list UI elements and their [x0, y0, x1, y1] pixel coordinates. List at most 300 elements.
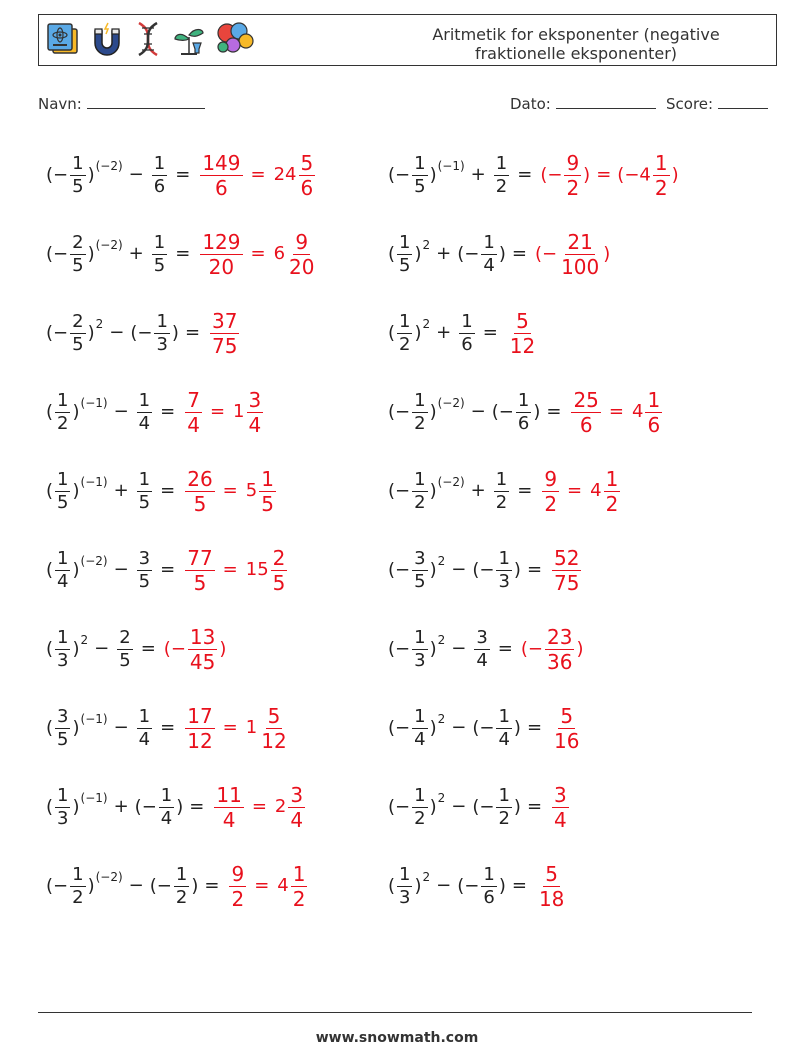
denominator: 75 — [212, 333, 238, 358]
symbol: ( — [46, 559, 54, 580]
numerator: 3 — [57, 705, 69, 727]
denominator: 6 — [300, 175, 314, 200]
symbol: ) — [72, 559, 80, 580]
symbol: − — [395, 638, 411, 659]
exponent: 2 — [422, 238, 431, 252]
symbol: ( — [46, 875, 54, 896]
operator: = — [160, 717, 176, 738]
numerator: 3 — [138, 547, 151, 569]
problem-item — [388, 461, 622, 521]
denominator: 4 — [414, 728, 426, 750]
fraction — [494, 468, 509, 513]
symbol: ) — [87, 164, 95, 185]
fraction — [185, 387, 202, 437]
denominator: 2 — [654, 175, 668, 200]
denominator: 16 — [554, 728, 580, 753]
denominator: 20 — [289, 254, 315, 279]
problem-question — [388, 705, 548, 750]
numerator: 1 — [414, 626, 426, 648]
problem-item — [388, 619, 584, 679]
fraction — [474, 626, 489, 671]
symbol: − — [395, 164, 411, 185]
fraction — [508, 308, 537, 358]
fraction — [152, 231, 167, 276]
operator: = — [184, 322, 201, 343]
problem-item — [388, 540, 583, 600]
operator: + — [113, 480, 129, 501]
denominator: 2 — [72, 886, 84, 908]
symbol: ( — [163, 638, 171, 659]
operator: = — [250, 164, 266, 185]
fraction — [397, 231, 412, 276]
exponent: 2 — [80, 633, 89, 647]
fraction — [259, 466, 276, 516]
symbol: (− — [472, 717, 495, 738]
symbol: − — [395, 559, 411, 580]
fraction — [259, 703, 288, 753]
numerator: 1 — [156, 310, 168, 332]
fraction — [70, 152, 85, 197]
problem-question — [46, 231, 196, 276]
denominator: 12 — [187, 728, 213, 753]
numerator: 1 — [399, 863, 411, 885]
denominator: 2 — [57, 412, 69, 434]
operator: = — [140, 638, 156, 659]
numerator: 1 — [498, 705, 510, 727]
operator: − — [113, 717, 129, 738]
numerator: 3 — [290, 782, 304, 807]
denominator: 2 — [175, 886, 188, 908]
numerator: 1 — [498, 547, 510, 569]
numerator: 129 — [202, 229, 241, 254]
operator: = — [251, 796, 267, 817]
denominator: 3 — [399, 886, 411, 908]
problem-question — [46, 547, 181, 592]
problem-item — [388, 382, 664, 442]
problem-item — [388, 856, 568, 916]
symbol: ) — [429, 717, 437, 738]
problem-answer — [183, 703, 290, 753]
exponent: 2 — [437, 712, 446, 726]
numerator: 3 — [248, 387, 262, 412]
symbol: ( — [534, 243, 542, 264]
fraction — [496, 705, 511, 750]
denominator: 4 — [160, 807, 173, 829]
exponent: (−2) — [80, 554, 108, 568]
symbol: (− — [134, 796, 157, 817]
problem-item — [46, 303, 241, 363]
numerator: 5 — [267, 703, 281, 728]
symbol: ) — [513, 796, 521, 817]
exponent: (−1) — [437, 159, 465, 173]
operator: = — [160, 480, 176, 501]
fraction — [55, 389, 70, 434]
problem-item — [388, 698, 583, 758]
symbol: − — [547, 164, 563, 185]
exponent: 2 — [95, 317, 104, 331]
symbol: ) — [191, 875, 199, 896]
numerator: 1 — [57, 626, 69, 648]
operator: = — [160, 559, 176, 580]
problem-question — [46, 626, 162, 671]
operator: = — [250, 243, 266, 264]
problem-item — [388, 303, 539, 363]
symbol: − — [53, 164, 69, 185]
operator: = — [175, 243, 191, 264]
operator: = — [511, 243, 527, 264]
denominator: 45 — [189, 649, 216, 674]
numerator: 25 — [573, 387, 599, 412]
exponent: 2 — [422, 317, 431, 331]
problem-answer — [198, 150, 317, 200]
problem-question — [388, 468, 538, 513]
problem-answer — [208, 308, 241, 358]
numerator: 1 — [72, 152, 84, 174]
symbol: ( — [388, 322, 396, 343]
problem-answer — [198, 229, 318, 279]
fraction — [137, 705, 152, 750]
fraction — [412, 152, 427, 197]
whole-number: 24 — [273, 164, 297, 185]
problem-answer — [550, 782, 571, 832]
problem-question — [46, 784, 210, 829]
fraction — [185, 703, 214, 753]
problem-question — [388, 547, 548, 592]
numerator: 1 — [414, 152, 426, 174]
symbol: ) — [72, 638, 80, 659]
numerator: 77 — [187, 545, 213, 570]
problem-answer — [212, 782, 307, 832]
operator: + — [113, 796, 129, 817]
operator: − — [113, 401, 129, 422]
symbol: − — [170, 638, 186, 659]
symbol: ) — [513, 717, 521, 738]
symbol: ( — [46, 717, 54, 738]
symbol: ) — [87, 243, 95, 264]
fraction — [70, 863, 85, 908]
denominator: 4 — [290, 807, 304, 832]
problem-question — [388, 310, 504, 355]
fraction — [137, 547, 152, 592]
problem-item — [46, 540, 289, 600]
problem-answer — [534, 229, 611, 279]
problem-answer — [183, 545, 289, 595]
operator: = — [526, 796, 543, 817]
numerator: 1 — [461, 310, 473, 332]
name-field[interactable] — [38, 94, 205, 113]
denominator: 2 — [495, 491, 508, 513]
symbol: ) — [429, 559, 437, 580]
symbol: ) — [414, 322, 422, 343]
problem-item — [46, 619, 226, 679]
fraction — [271, 545, 288, 595]
denominator: 2 — [414, 807, 426, 829]
fraction — [397, 310, 412, 355]
symbol: − — [53, 243, 69, 264]
exponent: (−2) — [95, 159, 123, 173]
denominator: 3 — [156, 333, 168, 355]
operator: + — [128, 243, 144, 264]
denominator: 2 — [292, 886, 306, 911]
whole-number: 4 — [632, 401, 644, 422]
numerator: 1 — [261, 466, 274, 491]
problem-question — [46, 468, 181, 513]
symbol: ( — [46, 796, 54, 817]
fraction — [412, 547, 427, 592]
symbol: ) — [429, 480, 437, 501]
denominator: 5 — [414, 175, 426, 197]
numerator: 1 — [414, 705, 426, 727]
numerator: 1 — [153, 231, 166, 253]
whole-number: 4 — [590, 480, 602, 501]
numerator: 2 — [119, 626, 131, 648]
fraction — [459, 310, 474, 355]
problem-question — [388, 389, 567, 434]
symbol: ( — [388, 796, 396, 817]
name-line — [87, 94, 205, 109]
operator: − — [109, 322, 125, 343]
fraction — [542, 466, 559, 516]
problem-question — [46, 705, 181, 750]
fraction — [55, 468, 70, 513]
denominator: 12 — [261, 728, 287, 753]
operator: − — [436, 875, 452, 896]
symbol: − — [541, 243, 558, 264]
date-field[interactable] — [510, 94, 656, 113]
problem-item — [46, 224, 319, 284]
numerator: 5 — [300, 150, 314, 175]
fraction — [397, 863, 412, 908]
symbol: ) — [429, 638, 437, 659]
problem-question — [46, 863, 225, 908]
numerator: 9 — [295, 229, 309, 254]
exponent: (−2) — [437, 475, 465, 489]
fraction — [137, 468, 152, 513]
symbol: ) — [498, 875, 506, 896]
denominator: 5 — [57, 728, 69, 750]
symbol: ) — [87, 875, 95, 896]
symbol: ( — [46, 322, 54, 343]
symbol: ) — [72, 796, 80, 817]
symbol: ( — [46, 164, 54, 185]
numerator: 1 — [292, 861, 306, 886]
problem-answer — [540, 150, 679, 200]
fraction — [412, 626, 427, 671]
fraction — [287, 229, 316, 279]
balloons-icon — [215, 21, 255, 57]
denominator: 5 — [138, 491, 151, 513]
numerator: 1 — [57, 547, 69, 569]
fraction — [545, 624, 574, 674]
denominator: 4 — [187, 412, 200, 437]
denominator: 2 — [566, 175, 580, 200]
denominator: 3 — [57, 649, 69, 671]
whole-number: 1 — [245, 717, 258, 738]
fraction — [117, 626, 132, 671]
numerator: 1 — [153, 152, 166, 174]
symbol: (−4 — [617, 164, 651, 185]
symbol: ) — [533, 401, 541, 422]
symbol: ( — [388, 401, 396, 422]
operator: = — [526, 717, 543, 738]
operator: + — [436, 243, 452, 264]
symbol: (− — [130, 322, 153, 343]
fraction — [412, 705, 427, 750]
numerator: 5 — [560, 703, 574, 728]
denominator: 100 — [561, 254, 600, 279]
exponent: (−2) — [437, 396, 465, 410]
symbol: ) — [671, 164, 679, 185]
numerator: 1 — [495, 152, 508, 174]
symbol: ) — [219, 638, 227, 659]
denominator: 4 — [57, 570, 69, 592]
numerator: 3 — [476, 626, 488, 648]
fraction — [55, 547, 70, 592]
problem-item — [388, 145, 679, 205]
fraction — [571, 387, 600, 437]
symbol: − — [395, 480, 411, 501]
whole-number: 2 — [274, 796, 287, 817]
exponent: 2 — [422, 870, 431, 884]
fraction — [537, 861, 566, 911]
symbol: ) — [176, 796, 184, 817]
numerator: 1 — [72, 863, 84, 885]
operator: = — [546, 401, 562, 422]
operator: = — [189, 796, 205, 817]
operator: − — [94, 638, 110, 659]
operator: = — [526, 559, 543, 580]
denominator: 6 — [215, 175, 228, 200]
numerator: 1 — [414, 784, 426, 806]
symbol: ( — [388, 638, 396, 659]
numerator: 1 — [414, 389, 426, 411]
numerator: 2 — [72, 231, 84, 253]
footer-url[interactable]: www.snowmath.com — [315, 1030, 479, 1046]
operator: = — [497, 638, 513, 659]
symbol: − — [53, 875, 69, 896]
denominator: 4 — [222, 807, 236, 832]
operator: = — [222, 717, 238, 738]
numerator: 9 — [231, 861, 245, 886]
denominator: 6 — [647, 412, 661, 437]
exponent: (−1) — [80, 791, 108, 805]
symbol: ) — [72, 717, 80, 738]
denominator: 4 — [554, 807, 567, 832]
problem-question — [46, 389, 181, 434]
plant-flask-icon — [171, 21, 207, 57]
problem-item — [388, 224, 610, 284]
symbol: ) — [171, 322, 179, 343]
fraction — [412, 389, 427, 434]
fraction — [159, 784, 174, 829]
denominator: 2 — [414, 491, 426, 513]
symbol: ) — [498, 243, 506, 264]
symbol: ) — [583, 164, 591, 185]
fraction — [645, 387, 662, 437]
numerator: 7 — [187, 387, 200, 412]
denominator: 2 — [231, 886, 245, 911]
problem-answer — [227, 861, 309, 911]
numerator: 2 — [272, 545, 286, 570]
numerator: 1 — [138, 468, 151, 490]
denominator: 2 — [414, 412, 426, 434]
whole-number: 15 — [245, 559, 269, 580]
denominator: 3 — [498, 570, 510, 592]
symbol: (− — [457, 875, 480, 896]
fraction — [552, 545, 581, 595]
fraction — [154, 310, 169, 355]
denominator: 4 — [138, 728, 151, 750]
denominator: 3 — [414, 649, 426, 671]
denominator: 5 — [72, 175, 84, 197]
problem-question — [388, 784, 548, 829]
numerator: 5 — [516, 308, 529, 333]
denominator: 4 — [498, 728, 510, 750]
score-field[interactable] — [666, 94, 768, 113]
numerator: 3 — [554, 782, 567, 807]
problem-question — [46, 310, 206, 355]
worksheet-header — [38, 14, 777, 66]
problem-answer — [550, 545, 583, 595]
operator: − — [451, 717, 467, 738]
fraction — [185, 466, 214, 516]
numerator: 1 — [654, 150, 668, 175]
score-line — [718, 94, 768, 109]
numerator: 52 — [554, 545, 580, 570]
symbol: − — [395, 796, 411, 817]
fraction — [55, 626, 70, 671]
fraction — [496, 784, 511, 829]
operator: − — [451, 559, 467, 580]
numerator: 1 — [160, 784, 173, 806]
exponent: 2 — [437, 633, 446, 647]
problem-answer — [183, 387, 265, 437]
fraction — [137, 389, 152, 434]
denominator: 20 — [208, 254, 235, 279]
problem-answer — [506, 308, 539, 358]
denominator: 4 — [138, 412, 151, 434]
fraction — [229, 861, 246, 911]
denominator: 18 — [538, 886, 565, 911]
denominator: 5 — [119, 649, 131, 671]
problem-answer — [163, 624, 227, 674]
symbol: ) — [429, 164, 437, 185]
exponent: (−2) — [95, 238, 123, 252]
problem-question — [388, 152, 538, 197]
symbol: − — [395, 401, 411, 422]
fraction — [516, 389, 531, 434]
symbol: (− — [472, 796, 495, 817]
numerator: 1 — [605, 466, 619, 491]
operator: = — [254, 875, 270, 896]
denominator: 6 — [461, 333, 473, 355]
fraction — [200, 150, 242, 200]
fraction — [412, 468, 427, 513]
denominator: 5 — [153, 254, 166, 276]
exponent: 2 — [437, 791, 446, 805]
problem-item — [46, 777, 307, 837]
score-label: Score: — [666, 95, 714, 113]
denominator: 5 — [72, 333, 84, 355]
numerator: 1 — [57, 389, 69, 411]
denominator: 6 — [517, 412, 530, 434]
whole-number: 6 — [273, 243, 286, 264]
numerator: 1 — [517, 389, 530, 411]
denominator: 6 — [153, 175, 166, 197]
symbol: ) — [429, 401, 437, 422]
numerator: 1 — [57, 784, 69, 806]
numerator: 11 — [216, 782, 242, 807]
